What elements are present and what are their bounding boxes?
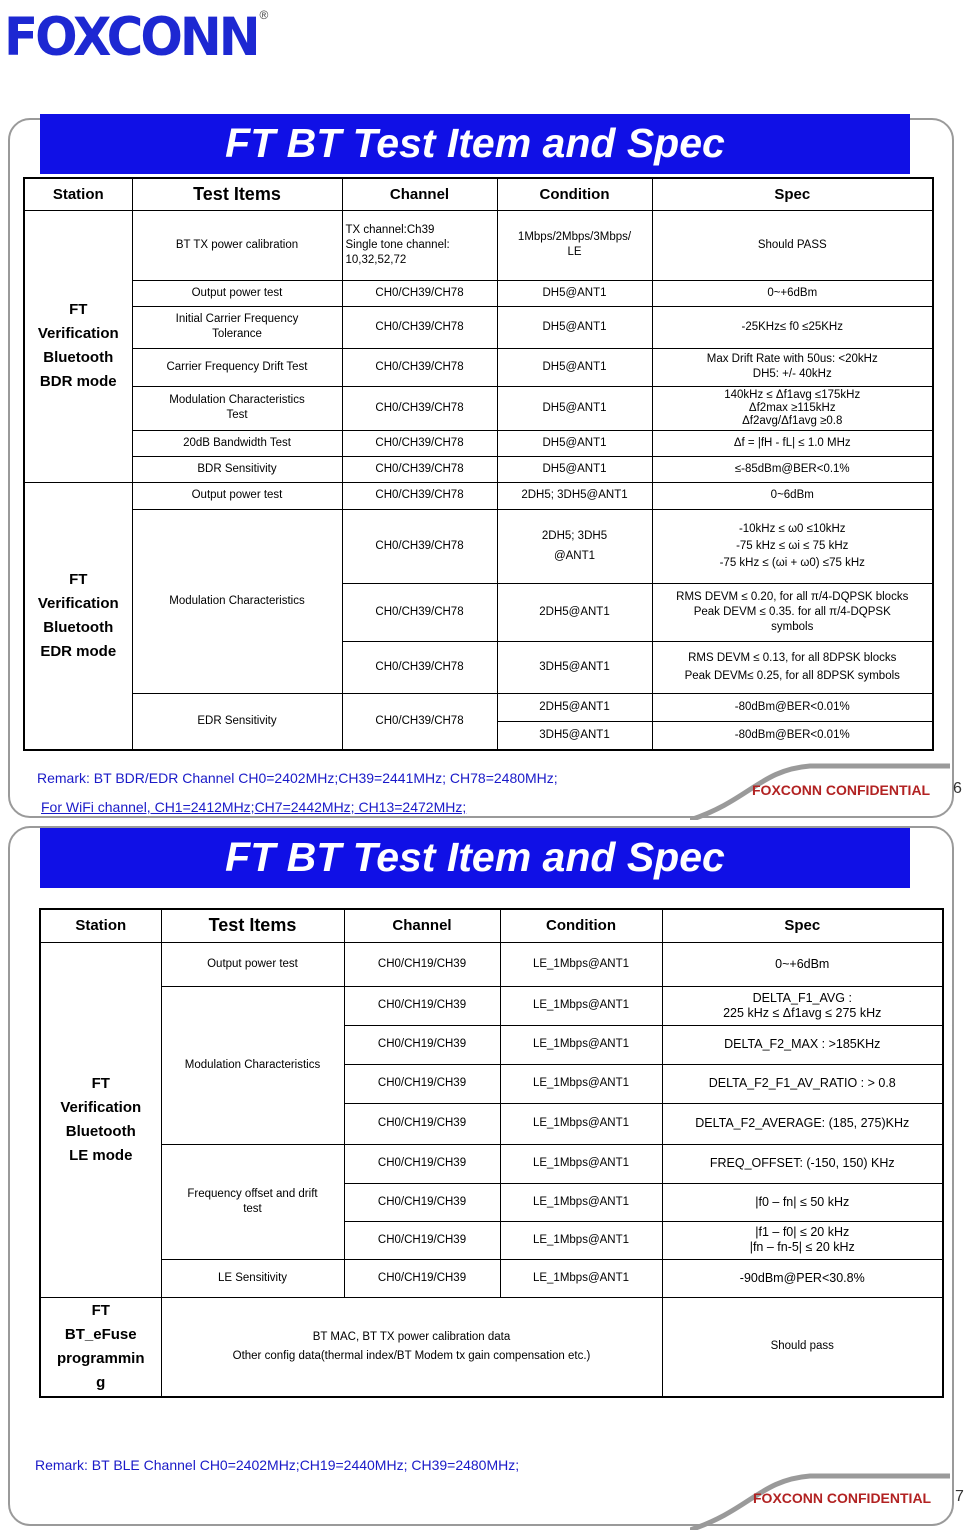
table-row <box>40 942 943 986</box>
header-channel: Channel <box>344 909 500 942</box>
test-item: BDR Sensitivity <box>132 456 342 482</box>
channel-cell: CH0/CH39/CH78 <box>342 583 497 641</box>
table-row <box>40 1144 943 1183</box>
spec-cell: 0~+6dBm <box>652 280 933 306</box>
table-header-row <box>24 178 933 210</box>
channel-cell: CH0/CH19/CH39 <box>344 1183 500 1221</box>
table-row <box>24 693 933 721</box>
channel-cell: CH0/CH39/CH78 <box>342 306 497 348</box>
condition-cell: 3DH5@ANT1 <box>497 641 652 693</box>
spec-cell: 0~6dBm <box>652 482 933 509</box>
spec-cell: Δf = |fH - fL| ≤ 1.0 MHz <box>652 430 933 456</box>
spec-cell: -10kHz ≤ ω0 ≤10kHz -75 kHz ≤ ωi ≤ 75 kHz -75 kHz ≤ (ωi + ω0) ≤75 kHz <box>652 509 933 583</box>
channel-cell: CH0/CH19/CH39 <box>344 986 500 1025</box>
slide-1-remark-wifi: For WiFi channel, CH1=2412MHz;CH7=2442MHz; CH13=2472MHz; <box>41 799 467 815</box>
station-le: FT Verification Bluetooth LE mode <box>40 942 161 1297</box>
table-row <box>40 1297 943 1397</box>
header-station: Station <box>24 178 132 210</box>
spec-cell: RMS DEVM ≤ 0.13, for all 8DPSK blocks Peak DEVM≤ 0.25, for all 8DPSK symbols <box>652 641 933 693</box>
spec-cell: 140kHz ≤ Δf1avg ≤175kHz Δf2max ≥115kHz Δf2avg/Δf1avg ≥0.8 <box>652 386 933 430</box>
test-item: Carrier Frequency Drift Test <box>132 348 342 386</box>
spec-cell: 0~+6dBm <box>662 942 943 986</box>
station-edr: FT Verification Bluetooth EDR mode <box>24 482 132 750</box>
slide-1-page-number: 6 <box>953 780 962 797</box>
test-item: LE Sensitivity <box>161 1259 344 1297</box>
test-item: Modulation Characteristics Test <box>132 386 342 430</box>
channel-cell: CH0/CH39/CH78 <box>342 509 497 583</box>
table-row <box>24 430 933 456</box>
header-condition: Condition <box>497 178 652 210</box>
spec-cell: FREQ_OFFSET: (-150, 150) KHz <box>662 1144 943 1183</box>
spec-cell: DELTA_F2_AVERAGE: (185, 275)KHz <box>662 1103 943 1144</box>
condition-cell: LE_1Mbps@ANT1 <box>500 1221 662 1259</box>
test-item: EDR Sensitivity <box>132 693 342 750</box>
channel-cell: CH0/CH19/CH39 <box>344 942 500 986</box>
condition-cell: LE_1Mbps@ANT1 <box>500 986 662 1025</box>
table-row <box>40 1259 943 1297</box>
condition-cell: DH5@ANT1 <box>497 456 652 482</box>
test-item: Output power test <box>132 482 342 509</box>
condition-cell: DH5@ANT1 <box>497 430 652 456</box>
spec-cell: DELTA_F1_AVG : 225 kHz ≤ Δf1avg ≤ 275 kHz <box>662 986 943 1025</box>
spec-cell: -80dBm@BER<0.01% <box>652 693 933 721</box>
condition-cell: 2DH5; 3DH5 @ANT1 <box>497 509 652 583</box>
slide-1-remark-bt: Remark: BT BDR/EDR Channel CH0=2402MHz;CH39=2441MHz; CH78=2480MHz; <box>37 770 558 786</box>
table-row <box>24 348 933 386</box>
channel-cell: CH0/CH39/CH78 <box>342 641 497 693</box>
channel-cell: CH0/CH39/CH78 <box>342 348 497 386</box>
spec-cell: -80dBm@BER<0.01% <box>652 721 933 750</box>
condition-cell: DH5@ANT1 <box>497 386 652 430</box>
table-row <box>40 986 943 1025</box>
spec-cell: Should PASS <box>652 210 933 280</box>
spec-cell: Should pass <box>662 1297 943 1397</box>
test-item: BT MAC, BT TX power calibration data Other config data(thermal index/BT Modem tx gain compensation etc.) <box>161 1297 662 1397</box>
logo-text: FOXCONN <box>4 6 258 68</box>
test-item: Output power test <box>132 280 342 306</box>
test-item: Output power test <box>161 942 344 986</box>
slide-1-spec-table <box>23 177 934 751</box>
spec-cell: -90dBm@PER<30.8% <box>662 1259 943 1297</box>
test-item: 20dB Bandwidth Test <box>132 430 342 456</box>
channel-cell: CH0/CH19/CH39 <box>344 1144 500 1183</box>
channel-cell: CH0/CH19/CH39 <box>344 1259 500 1297</box>
channel-cell: CH0/CH39/CH78 <box>342 482 497 509</box>
registered-mark: ® <box>259 8 269 22</box>
test-item: Initial Carrier Frequency Tolerance <box>132 306 342 348</box>
test-item: Frequency offset and drift test <box>161 1144 344 1259</box>
slide-2-spec-table <box>39 908 944 1398</box>
header-spec: Spec <box>662 909 943 942</box>
spec-cell: RMS DEVM ≤ 0.20, for all π/4-DQPSK blocks Peak DEVM ≤ 0.35. for all π/4-DQPSK symbols <box>652 583 933 641</box>
condition-cell: 2DH5@ANT1 <box>497 693 652 721</box>
slide-2-title: FT BT Test Item and Spec <box>40 828 910 888</box>
condition-cell: DH5@ANT1 <box>497 348 652 386</box>
channel-cell: TX channel:Ch39 Single tone channel: 10,32,52,72 <box>342 210 497 280</box>
channel-cell: CH0/CH19/CH39 <box>344 1025 500 1064</box>
table-row <box>24 509 933 583</box>
spec-cell: -25KHz≤ f0 ≤25KHz <box>652 306 933 348</box>
spec-cell: DELTA_F2_MAX : >185KHz <box>662 1025 943 1064</box>
condition-cell: 2DH5@ANT1 <box>497 583 652 641</box>
spec-cell: ≤-85dBm@BER<0.1% <box>652 456 933 482</box>
spec-cell: |f0 – fn| ≤ 50 kHz <box>662 1183 943 1221</box>
spec-cell: |f1 – f0| ≤ 20 kHz |fn – fn-5| ≤ 20 kHz <box>662 1221 943 1259</box>
table-row <box>24 386 933 430</box>
slide-2-remark-ble: Remark: BT BLE Channel CH0=2402MHz;CH19=2440MHz; CH39=2480MHz; <box>35 1457 520 1473</box>
channel-cell: CH0/CH39/CH78 <box>342 430 497 456</box>
test-item: Modulation Characteristics <box>132 509 342 693</box>
condition-cell: LE_1Mbps@ANT1 <box>500 1183 662 1221</box>
header-condition: Condition <box>500 909 662 942</box>
test-item: BT TX power calibration <box>132 210 342 280</box>
condition-cell: LE_1Mbps@ANT1 <box>500 942 662 986</box>
slide-1-confidential: FOXCONN CONFIDENTIAL <box>752 782 931 798</box>
condition-cell: DH5@ANT1 <box>497 280 652 306</box>
slide-1-title: FT BT Test Item and Spec <box>40 114 910 174</box>
header-channel: Channel <box>342 178 497 210</box>
table-row <box>24 280 933 306</box>
header-station: Station <box>40 909 161 942</box>
condition-cell: LE_1Mbps@ANT1 <box>500 1103 662 1144</box>
station-efuse: FT BT_eFuse programmin g <box>40 1297 161 1397</box>
foxconn-logo <box>4 6 268 66</box>
channel-cell: CH0/CH39/CH78 <box>342 693 497 750</box>
slide-2-confidential: FOXCONN CONFIDENTIAL <box>753 1490 932 1506</box>
slide-2-page-number: 7 <box>955 1488 964 1505</box>
channel-cell: CH0/CH39/CH78 <box>342 386 497 430</box>
header-test-items: Test Items <box>161 909 344 942</box>
table-row <box>24 482 933 509</box>
condition-cell: 1Mbps/2Mbps/3Mbps/ LE <box>497 210 652 280</box>
condition-cell: DH5@ANT1 <box>497 306 652 348</box>
condition-cell: LE_1Mbps@ANT1 <box>500 1259 662 1297</box>
table-row <box>24 306 933 348</box>
spec-cell: Max Drift Rate with 50us: <20kHz DH5: +/- 40kHz <box>652 348 933 386</box>
station-bdr: FT Verification Bluetooth BDR mode <box>24 210 132 482</box>
table-row <box>24 210 933 280</box>
test-item: Modulation Characteristics <box>161 986 344 1144</box>
table-header-row <box>40 909 943 942</box>
header-spec: Spec <box>652 178 933 210</box>
condition-cell: 3DH5@ANT1 <box>497 721 652 750</box>
channel-cell: CH0/CH19/CH39 <box>344 1221 500 1259</box>
condition-cell: LE_1Mbps@ANT1 <box>500 1144 662 1183</box>
condition-cell: LE_1Mbps@ANT1 <box>500 1064 662 1103</box>
condition-cell: LE_1Mbps@ANT1 <box>500 1025 662 1064</box>
channel-cell: CH0/CH19/CH39 <box>344 1064 500 1103</box>
channel-cell: CH0/CH39/CH78 <box>342 456 497 482</box>
channel-cell: CH0/CH39/CH78 <box>342 280 497 306</box>
header-test-items: Test Items <box>132 178 342 210</box>
condition-cell: 2DH5; 3DH5@ANT1 <box>497 482 652 509</box>
channel-cell: CH0/CH19/CH39 <box>344 1103 500 1144</box>
table-row <box>24 456 933 482</box>
spec-cell: DELTA_F2_F1_AV_RATIO : > 0.8 <box>662 1064 943 1103</box>
